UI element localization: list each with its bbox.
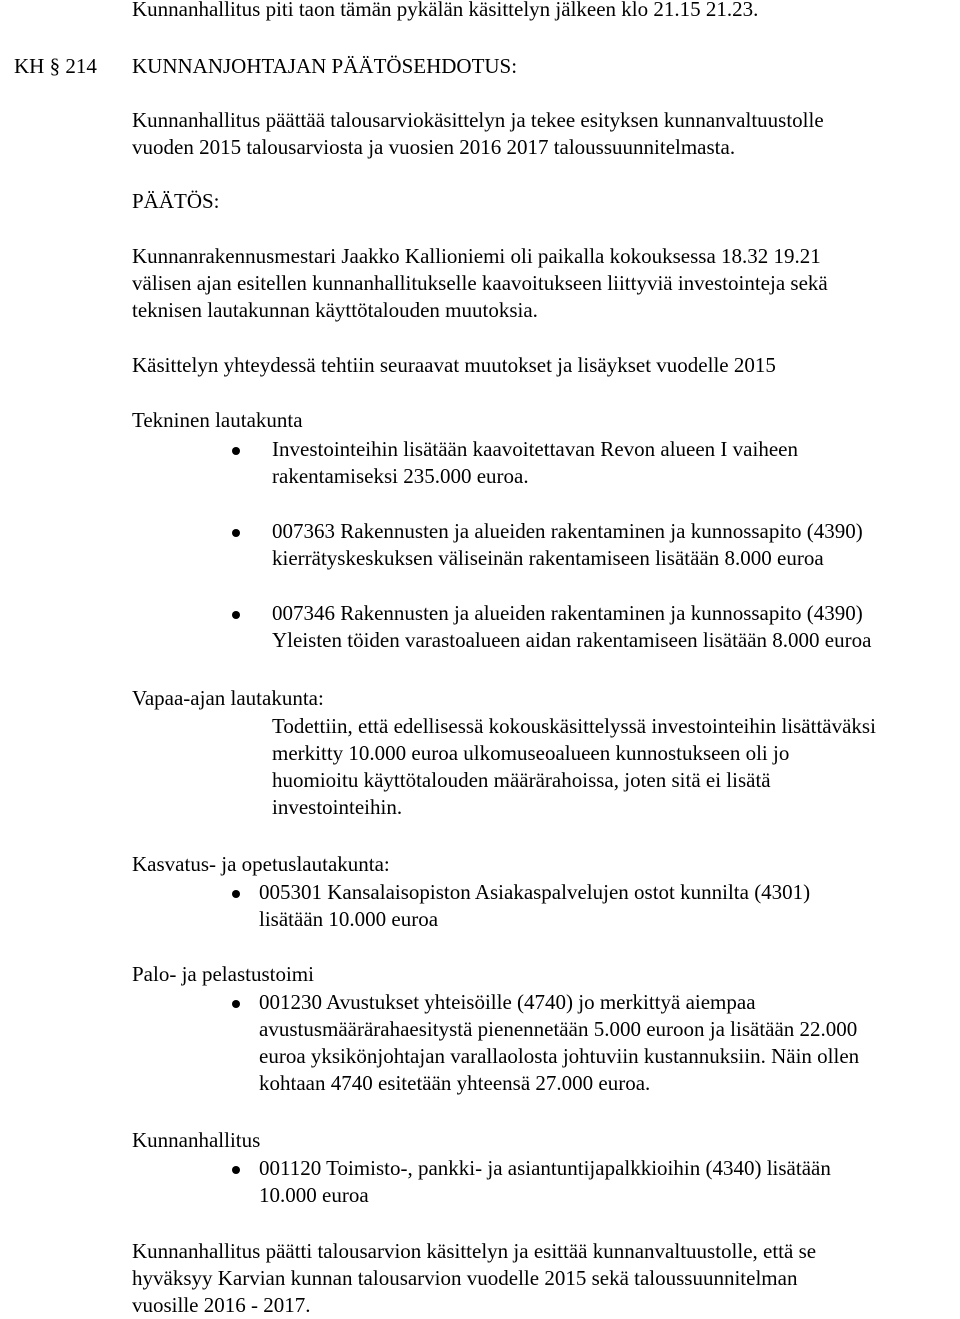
bullet-icon xyxy=(232,1166,240,1174)
final-line: hyväksyy Karvian kunnan talousarvion vuodelle 2015 sekä taloussuunnitelman xyxy=(132,1266,798,1290)
list-item: Investointeihin lisätään kaavoitettavan Revon alueen I vaiheen xyxy=(272,437,798,461)
bullet-icon xyxy=(232,1000,240,1008)
bullet-icon xyxy=(232,611,240,619)
vapaa-aika-line: huomioitu käyttötalouden määrärahoissa, joten sitä ei lisätä xyxy=(272,768,771,792)
list-item: avustusmäärärahaesitystä pienennetään 5.000 euroon ja lisätään 22.000 xyxy=(259,1017,858,1041)
list-item: 007346 Rakennusten ja alueiden rakentaminen ja kunnossapito (4390) xyxy=(272,601,863,625)
section-code: KH § 214 xyxy=(14,54,97,78)
kasvatus-title: Kasvatus- ja opetuslautakunta: xyxy=(132,852,390,876)
decision-line: Kunnanrakennusmestari Jaakko Kallioniemi oli paikalla kokouksessa 18.32 19.21 xyxy=(132,244,821,268)
decision-label: PÄÄTÖS: xyxy=(132,189,220,213)
section-title: KUNNANJOHTAJAN PÄÄTÖSEHDOTUS: xyxy=(132,54,518,78)
bullet-icon xyxy=(232,447,240,455)
list-item: kohtaan 4740 esitetään yhteensä 27.000 euroa. xyxy=(259,1071,651,1095)
list-item: 005301 Kansalaisopiston Asiakaspalvelujen ostot kunnilta (4301) xyxy=(259,880,811,904)
list-item: 10.000 euroa xyxy=(259,1183,369,1207)
intro-text: Kunnanhallitus piti taon tämän pykälän käsittelyn jälkeen klo 21.15 21.23. xyxy=(132,0,759,21)
palo-title: Palo- ja pelastustoimi xyxy=(132,962,314,986)
final-line: Kunnanhallitus päätti talousarvion käsittelyn ja esittää kunnanvaltuustolle, että se xyxy=(132,1239,817,1263)
list-item: rakentamiseksi 235.000 euroa. xyxy=(272,464,529,488)
changes-intro: Käsittelyn yhteydessä tehtiin seuraavat muutokset ja lisäykset vuodelle 2015 xyxy=(132,353,776,377)
vapaa-aika-line: merkitty 10.000 euroa ulkomuseoalueen kunnostukseen oli jo xyxy=(272,741,790,765)
bullet-icon xyxy=(232,529,240,537)
list-item: Yleisten töiden varastoalueen aidan rakentamiseen lisätään 8.000 euroa xyxy=(272,628,872,652)
decision-line: teknisen lautakunnan käyttötalouden muutoksia. xyxy=(132,298,538,322)
kunnanhallitus-title: Kunnanhallitus xyxy=(132,1128,261,1152)
list-item: 001230 Avustukset yhteisöille (4740) jo merkittyä aiempaa xyxy=(259,990,756,1014)
list-item: kierrätyskeskuksen väliseinän rakentamiseen lisätään 8.000 euroa xyxy=(272,546,824,570)
vapaa-aika-line: investointeihin. xyxy=(272,795,403,819)
bullet-icon xyxy=(232,890,240,898)
vapaa-aika-line: Todettiin, että edellisessä kokouskäsittelyssä investointeihin lisättäväksi xyxy=(272,714,876,738)
list-item: lisätään 10.000 euroa xyxy=(259,907,439,931)
proposal-line: vuoden 2015 talousarviosta ja vuosien 2016 2017 taloussuunnitelmasta. xyxy=(132,135,736,159)
vapaa-aika-title: Vapaa-ajan lautakunta: xyxy=(132,686,324,710)
decision-line: välisen ajan esitellen kunnanhallitukselle kaavoitukseen liittyviä investointeja sekä xyxy=(132,271,828,295)
list-item: 001120 Toimisto-, pankki- ja asiantuntijapalkkioihin (4340) lisätään xyxy=(259,1156,831,1180)
final-line: vuosille 2016 - 2017. xyxy=(132,1293,311,1317)
proposal-line: Kunnanhallitus päättää talousarviokäsittelyn ja tekee esityksen kunnanvaltuustolle xyxy=(132,108,824,132)
list-item: 007363 Rakennusten ja alueiden rakentaminen ja kunnossapito (4390) xyxy=(272,519,863,543)
tekninen-title: Tekninen lautakunta xyxy=(132,408,303,432)
list-item: euroa yksikönjohtajan varallaolosta johtuviin kustannuksiin. Näin ollen xyxy=(259,1044,860,1068)
